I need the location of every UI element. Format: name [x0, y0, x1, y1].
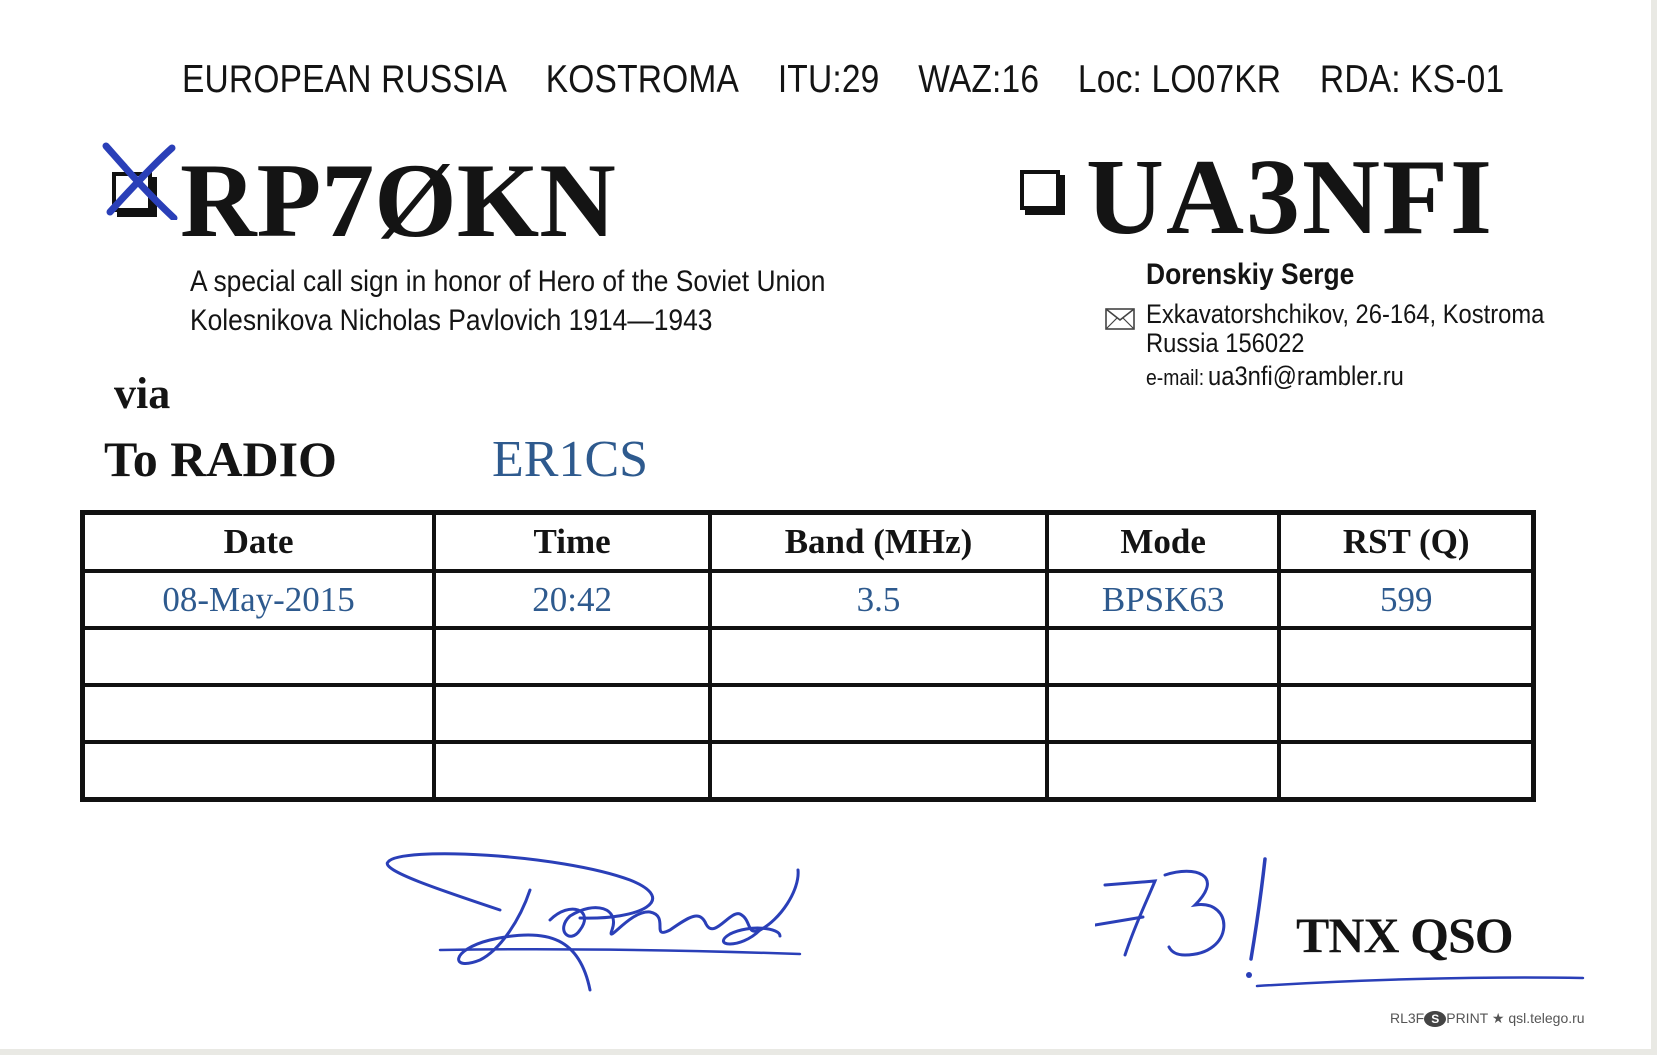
cell-date	[83, 742, 435, 800]
operator-callsign: UA3NFI	[1086, 138, 1494, 257]
cell-band: 3.5	[710, 571, 1047, 628]
via-label: via	[114, 369, 171, 418]
cell-time	[434, 685, 710, 742]
cell-mode	[1047, 628, 1279, 685]
region-label: EUROPEAN RUSSIA	[182, 58, 508, 101]
rda-code: RDA: KS-01	[1319, 58, 1505, 101]
location-header	[182, 58, 1504, 102]
cell-date	[83, 685, 435, 742]
handwritten-check-mark	[102, 142, 178, 220]
cell-band	[710, 742, 1047, 800]
recipient-callsign: ER1CS	[492, 431, 649, 488]
table-row	[83, 742, 1534, 800]
envelope-icon	[1105, 308, 1135, 330]
cell-time	[434, 742, 710, 800]
header-band: Band (MHz)	[710, 513, 1047, 572]
postal-address	[1146, 300, 1544, 358]
printer-logo-icon: S	[1424, 1011, 1446, 1027]
address-line-1: Exkavatorshchikov, 26-164, Kostroma	[1146, 299, 1545, 329]
handwritten-underline	[1255, 972, 1585, 992]
email-address[interactable]: ua3nfi@rambler.ru	[1208, 361, 1404, 391]
cell-mode	[1047, 685, 1279, 742]
to-radio-label: To RADIO	[104, 431, 337, 487]
cell-date: 08-May-2015	[83, 571, 435, 628]
cell-mode: BPSK63	[1047, 571, 1279, 628]
cell-date	[83, 628, 435, 685]
header-mode: Mode	[1047, 513, 1279, 572]
cell-time: 20:42	[434, 571, 710, 628]
honor-line-1: A special call sign in honor of Hero of the Soviet Union	[190, 265, 826, 298]
cell-rst	[1279, 742, 1533, 800]
header-time: Time	[434, 513, 710, 572]
table-row	[83, 685, 1534, 742]
header-rst: RST (Q)	[1279, 513, 1533, 572]
printer-prefix: RL3F	[1390, 1010, 1425, 1026]
header-date: Date	[83, 513, 435, 572]
honor-line-2: Kolesnikova Nicholas Pavlovich 1914—1943	[190, 304, 713, 337]
email-line	[1146, 361, 1404, 392]
operator-name: Dorenskiy Serge	[1146, 258, 1355, 291]
printer-credit	[1390, 1010, 1585, 1027]
callsign-checkbox-right[interactable]	[1020, 170, 1060, 210]
table-row	[83, 571, 1534, 628]
cell-band	[710, 628, 1047, 685]
cell-rst	[1279, 685, 1533, 742]
address-line-2: Russia 156022	[1146, 328, 1305, 358]
cell-band	[710, 685, 1047, 742]
cell-rst	[1279, 628, 1533, 685]
cell-time	[434, 628, 710, 685]
cell-mode	[1047, 742, 1279, 800]
itu-zone: ITU:29	[777, 58, 880, 101]
operator-signature	[380, 850, 840, 1000]
city-label: KOSTROMA	[545, 58, 740, 101]
cell-rst: 599	[1279, 571, 1533, 628]
star-icon: ★	[1491, 1010, 1505, 1026]
printer-name: PRINT	[1446, 1010, 1488, 1026]
qso-log-table	[80, 510, 1536, 802]
honor-text	[190, 262, 825, 340]
locator: Loc: LO07KR	[1077, 58, 1282, 101]
printer-site[interactable]: qsl.telego.ru	[1508, 1010, 1585, 1026]
tnx-qso-label: TNX QSO	[1296, 907, 1513, 963]
special-callsign: RP7ØKN	[180, 142, 616, 259]
table-header-row	[83, 513, 1534, 572]
email-prefix: e-mail:	[1146, 365, 1205, 390]
waz-zone: WAZ:16	[918, 58, 1040, 101]
table-row	[83, 628, 1534, 685]
